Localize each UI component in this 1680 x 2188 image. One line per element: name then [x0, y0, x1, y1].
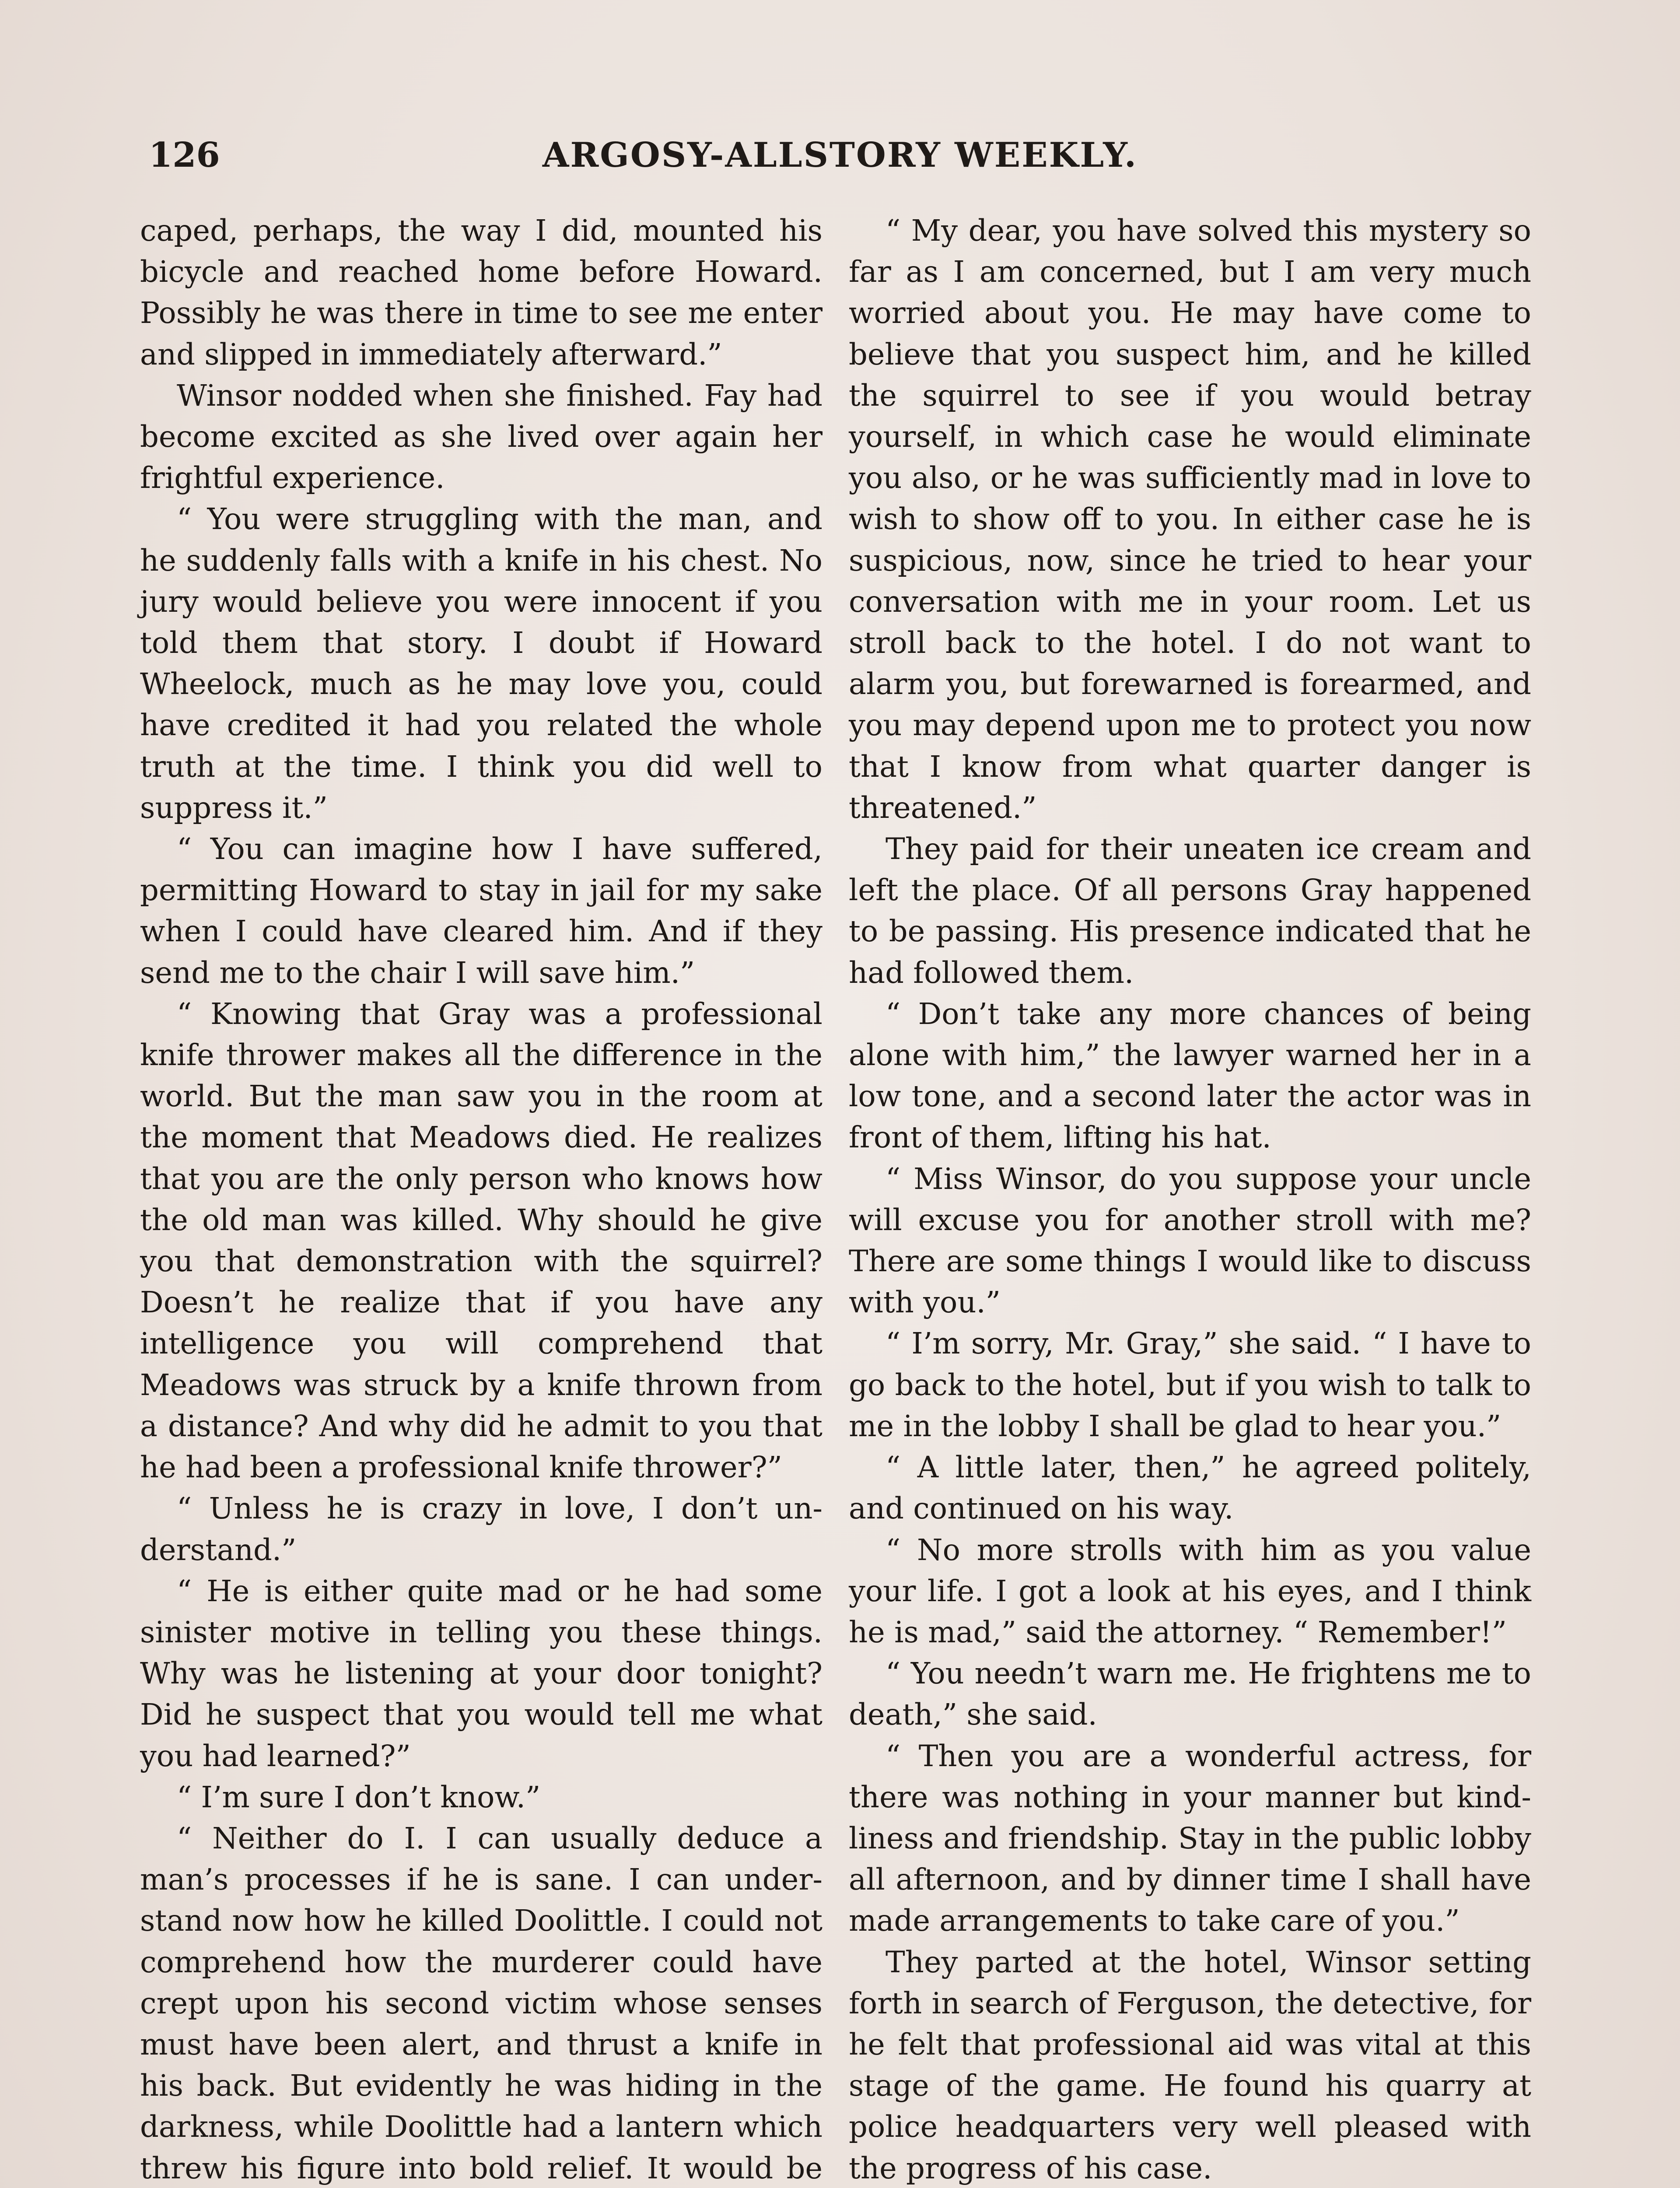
- left-column: [140, 210, 822, 2188]
- paragraph: “ You can imagine how I have suffered, permitting Howard to stay in jail for my sake when I could have cleared him. And if they send me to the chair I will save him.”: [140, 832, 822, 990]
- paragraph: They paid for their uneaten ice cream and left the place. Of all persons Gray happened to be passing. His presence indicated that he had followed them.: [849, 832, 1531, 990]
- paragraph: “ You needn’t warn me. He frightens me to death,” she said.: [849, 1656, 1531, 1732]
- paragraph: Winsor nodded when she finished. Fay had become excited as she lived over again her frightful experience.: [140, 378, 822, 495]
- paragraph: “ My dear, you have solved this mystery so far as I am concerned, but I am very much worried about you. He may have come to believe that you suspect him, and he killed the squirrel to see if you would betray yourself, in which case he would eliminate you also, or he was sufficiently mad in love to wish to show off to you. In either case he is suspicious, now, since he tried to hear your conversation with me in your room. Let us stroll back to the hotel. I do not want to alarm you, but forewarned is forearmed, and you may depend upon me to protect you now that I know from what quarter danger is threatened.”: [849, 214, 1531, 825]
- paragraph: “ Then you are a wonderful actress, for there was nothing in your manner but kindliness and friendship. Stay in the public lobby all afternoon, and by dinner time I shall have made arrangements to take care of you.”: [849, 1739, 1531, 1938]
- paragraph: “ You were struggling with the man, and he suddenly falls with a knife in his chest. No jury would believe you were innocent if you told them that story. I doubt if Howard Wheelock, much as he may love you, could have credited it had you related the whole truth at the time. I think you did well to suppress it.”: [140, 502, 822, 825]
- paragraph: “ Knowing that Gray was a professional knife thrower makes all the difference in the world. But the man saw you in the room at the moment that Meadows died. He realizes that you are the only person who knows how the old man was killed. Why should he give you that demonstration with the squirrel? Doesn’t he realize that if you have any intelligence you will comprehend that Meadows was struck by a knife thrown from a distance? And why did he admit to you that he had been a professional knife thrower?”: [140, 996, 822, 1485]
- paragraph: “ Miss Winsor, do you suppose your uncle will excuse you for another stroll with me? There are some things I would like to discuss with you.”: [849, 1161, 1531, 1320]
- paragraph: “ I’m sure I don’t know.”: [177, 1780, 541, 1814]
- page-header: [149, 131, 1531, 179]
- paragraph: “ Neither do I. I can usually deduce a man’s processes if he is sane. I can understand now how he killed Doolittle. I could not comprehend how the murderer could have crept upon his second victim whose senses must have been alert, and thrust a knife in his back. But evidently he was hiding in the darkness, while Doolittle had a lantern which threw his figure into bold relief. It would be: [140, 1821, 822, 2185]
- right-column: [849, 210, 1531, 2188]
- paragraph: “ Don’t take any more chances of being alone with him,” the lawyer warned her in a low tone, and a second later the actor was in front of them, lifting his hat.: [849, 996, 1531, 1155]
- page-number: 126: [149, 135, 220, 175]
- paragraph: “ A little later, then,” he agreed politely, and continued on his way.: [849, 1450, 1531, 1526]
- paragraph: “ He is either quite mad or he had some sinister motive in telling you these things. Why was he listening at your door tonight? Did he suspect that you would tell me what you had learned?”: [140, 1574, 822, 1773]
- running-head: ARGOSY-ALLSTORY WEEKLY.: [542, 135, 1138, 175]
- paragraph: “ I’m sorry, Mr. Gray,” she said. “ I have to go back to the hotel, but if you wish to talk to me in the lobby I shall be glad to hear you.”: [849, 1326, 1531, 1443]
- paragraph: “ Unless he is crazy in love, I don’t understand.”: [140, 1491, 822, 1567]
- paragraph: caped, perhaps, the way I did, mounted his bicycle and reached home before Howard. Possibly he was there in time to see me enter and slipped in immediately afterward.”: [140, 214, 822, 372]
- paragraph: They parted at the hotel, Winsor setting forth in search of Ferguson, the detective, for he felt that professional aid was vital at this stage of the game. He found his quarry at police headquarters very well pleased with the progress of his case.: [849, 1945, 1531, 2185]
- paragraph: “ No more strolls with him as you value your life. I got a look at his eyes, and I think he is mad,” said the attorney. “ Remember!”: [849, 1532, 1531, 1649]
